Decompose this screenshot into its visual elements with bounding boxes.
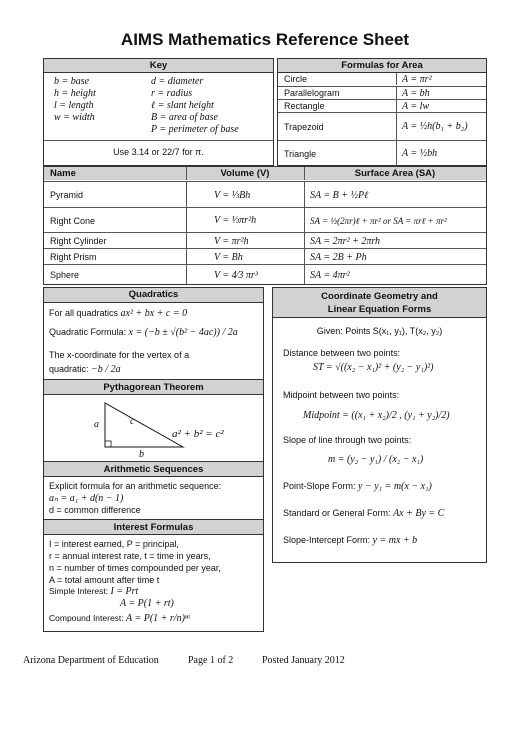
area-formula: A = lw <box>402 100 430 112</box>
solid-name: Right Cone <box>50 215 96 226</box>
left-column-box <box>43 287 264 632</box>
solid-volume: V = ⅓Bh <box>214 189 251 201</box>
footer-organization: Arizona Department of Education <box>23 655 159 666</box>
arithmetic-header: Arithmetic Sequences <box>44 461 263 477</box>
solid-volume: V = 4⁄3 πr³ <box>214 269 258 281</box>
table-row <box>44 248 486 265</box>
point-slope-formula: y − y₁ = m(x − x₁) <box>358 481 432 492</box>
slope-intercept-label: Slope-Intercept Form: <box>283 535 371 545</box>
area-header: Formulas for Area <box>278 59 486 73</box>
area-name: Rectangle <box>284 101 325 111</box>
key-item: b = base <box>54 76 90 87</box>
simple-amount-formula: A = P(1 + rt) <box>120 598 174 609</box>
triangle-label-c: c <box>130 416 135 427</box>
solid-volume: V = Bh <box>214 251 243 263</box>
area-formula: A = ½h(b₁ + b₂) <box>402 121 468 132</box>
quadratic-standard-form: ax² + bx + c = 0 <box>120 308 188 319</box>
area-formula: A = bh <box>402 87 430 99</box>
midpoint-formula: Midpoint = ((x₁ + x₂)/2 , (y₁ + y₂)/2) <box>303 410 450 421</box>
area-formula: A = ½bh <box>402 148 438 159</box>
key-item: B = area of base <box>151 112 218 123</box>
area-name: Circle <box>284 74 308 84</box>
triangle-label-a: a <box>94 419 99 430</box>
simple-interest-label: Simple Interest: <box>49 586 109 596</box>
solids-table <box>43 166 487 285</box>
coordinate-header-line-1: Coordinate Geometry and <box>321 291 438 302</box>
key-item: P = perimeter of base <box>151 124 239 135</box>
table-row <box>44 232 486 249</box>
solid-name: Right Cylinder <box>50 236 107 246</box>
table-row <box>44 207 486 233</box>
key-item: l = length <box>54 100 94 111</box>
solid-name: Right Prism <box>50 252 97 262</box>
standard-form-formula: Ax + By = C <box>393 508 445 519</box>
area-name: Triangle <box>284 148 317 159</box>
compound-interest-formula: A = P(1 + r/n)ⁿᵗ <box>126 613 190 624</box>
vertex-text: The x-coordinate for the vertex of a <box>49 350 190 360</box>
compound-interest-label: Compound Interest: <box>49 613 124 623</box>
coordinate-header-line-2: Linear Equation Forms <box>327 304 432 315</box>
given-points: Given: Points S(x₁, y₁), T(x₂, y₂) <box>316 326 443 336</box>
area-formulas-box <box>277 58 487 166</box>
interest-definition: n = number of times compounded per year, <box>49 563 221 573</box>
vertex-formula: −b / 2a <box>91 364 121 375</box>
area-formula: A = πr² <box>402 73 432 85</box>
slope-intercept-formula: y = mx + b <box>372 535 418 546</box>
triangle-label-b: b <box>139 449 144 460</box>
solid-name: Sphere <box>50 270 80 280</box>
pythagorean-header: Pythagorean Theorem <box>44 379 263 395</box>
footer-page-number: Page 1 of 2 <box>188 655 234 666</box>
distance-label: Distance between two points: <box>283 348 401 358</box>
table-row <box>44 264 486 285</box>
footer-posted-date: Posted January 2012 <box>262 655 345 666</box>
solid-surface-area: SA = ½(2πr)ℓ + πr² or SA = πrℓ + πr² <box>310 215 447 226</box>
slope-label: Slope of line through two points: <box>283 435 412 445</box>
interest-header: Interest Formulas <box>44 519 263 535</box>
arithmetic-text: Explicit formula for an arithmetic sequence: <box>49 481 222 491</box>
key-item: r = radius <box>151 88 193 99</box>
solid-surface-area: SA = 2B + Ph <box>310 251 367 263</box>
solid-volume: V = ⅓πr²h <box>214 215 257 226</box>
vertex-label: quadratic: <box>49 364 89 374</box>
point-slope-label: Point-Slope Form: <box>283 481 356 491</box>
key-item: w = width <box>54 112 95 123</box>
interest-definition: r = annual interest rate, t = time in years, <box>49 551 211 561</box>
solid-volume: V = πr²h <box>214 235 249 247</box>
solid-surface-area: SA = 2πr² + 2πrh <box>310 235 381 247</box>
key-header: Key <box>44 59 273 73</box>
simple-interest-formula: I = Prt <box>110 586 139 597</box>
table-row <box>44 181 486 208</box>
midpoint-label: Midpoint between two points: <box>283 390 400 400</box>
slope-formula: m = (y₂ − y₁) / (x₂ − x₁) <box>328 454 424 465</box>
pi-note: Use 3.14 or 22/7 for π. <box>113 147 204 157</box>
col-header-volume: Volume (V) <box>220 168 270 179</box>
quadratics-header: Quadratics <box>44 288 263 303</box>
key-item: ℓ = slant height <box>151 100 214 111</box>
standard-form-label: Standard or General Form: <box>283 508 391 518</box>
arithmetic-definition: d = common difference <box>49 505 141 515</box>
arithmetic-formula: aₙ = a₁ + d(n − 1) <box>49 493 124 504</box>
col-header-surface-area: Surface Area (SA) <box>354 168 436 179</box>
key-item: d = diameter <box>151 76 204 87</box>
quadratic-formula: x = (−b ± √(b² − 4ac)) / 2a <box>128 327 238 338</box>
right-triangle-diagram <box>99 399 189 454</box>
area-name: Trapezoid <box>284 121 324 132</box>
pythagorean-formula: a² + b² = c² <box>172 428 224 440</box>
coordinate-geometry-box <box>272 287 487 563</box>
coordinate-header <box>273 288 486 318</box>
solid-name: Pyramid <box>50 190 84 200</box>
quadratics-intro: For all quadratics <box>49 308 119 318</box>
key-item: h = height <box>54 88 96 99</box>
page-title: AIMS Mathematics Reference Sheet <box>120 30 410 49</box>
key-box <box>43 58 274 166</box>
col-header-name: Name <box>50 168 76 179</box>
interest-definition: I = interest earned, P = principal, <box>49 539 179 549</box>
quadratic-formula-label: Quadratic Formula: <box>49 327 127 337</box>
solid-surface-area: SA = B + ½Pℓ <box>310 189 369 201</box>
solid-surface-area: SA = 4πr² <box>310 269 350 281</box>
area-name: Parallelogram <box>284 88 340 98</box>
distance-formula: ST = √((x₂ − x₁)² + (y₂ − y₁)²) <box>313 362 434 373</box>
interest-definition: A = total amount after time t <box>49 575 160 585</box>
